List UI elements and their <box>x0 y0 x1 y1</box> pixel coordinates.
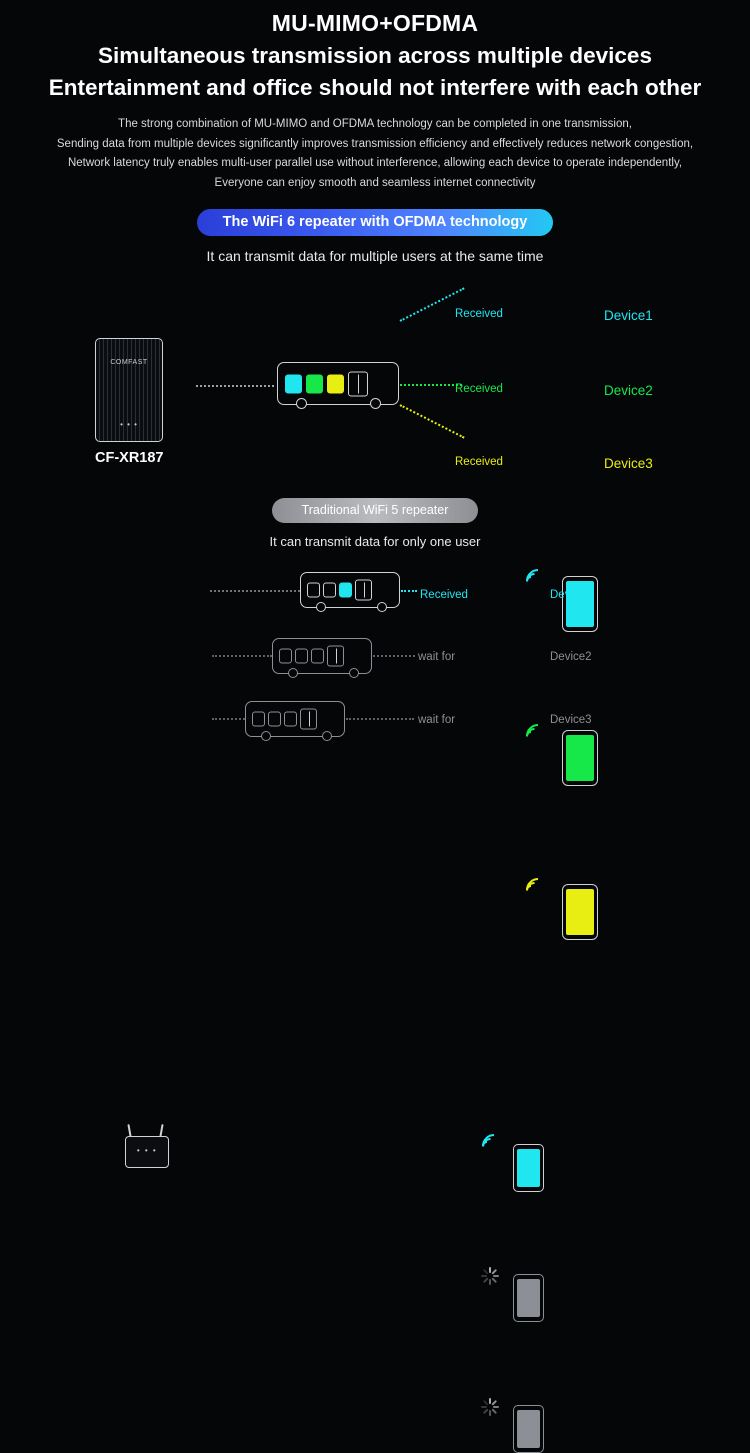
description-line-4: Everyone can enjoy smooth and seamless internet connectivity <box>214 176 536 189</box>
stream-2-device-label: Device2 <box>604 383 653 398</box>
stream-3-phone <box>562 884 598 940</box>
stream-3-status: Received <box>455 456 503 468</box>
legacy-bus-3-outline <box>245 701 345 737</box>
wifi6-caption: It can transmit data for multiple users at the same time <box>206 248 544 264</box>
legacy-repeater-device <box>125 1124 167 1168</box>
wifi5-caption: It can transmit data for only one user <box>269 534 481 549</box>
legacy-row-2-phone-screen <box>517 1279 540 1317</box>
legacy-row-1-phone <box>513 1144 544 1192</box>
legacy-bus-2-wheel-front <box>288 668 298 678</box>
page-subtitle-1: Simultaneous transmission across multiple devices <box>98 43 652 68</box>
legacy-row-1-device-label: Device1 <box>550 589 592 601</box>
repeater-brand-label: COMFAST <box>110 359 148 366</box>
stream-1-device-label: Device1 <box>604 308 653 323</box>
legacy-row-3-out-link <box>346 718 414 720</box>
stream-1-wifi-icon <box>524 567 550 591</box>
bus-slot-green <box>306 374 323 393</box>
legacy-bus-2-door <box>327 646 344 667</box>
page-subtitle-2: Entertainment and office should not interfere with each other <box>48 75 702 100</box>
stream-2-status: Received <box>455 383 503 395</box>
wifi6-banner: The WiFi 6 repeater with OFDMA technology <box>197 209 554 236</box>
legacy-bus-1-door <box>355 580 372 601</box>
legacy-row-3-link <box>212 718 245 720</box>
legacy-row-3-loading-icon <box>480 1397 500 1417</box>
legacy-bus-1 <box>300 572 400 608</box>
legacy-row-2-loading-icon <box>480 1266 500 1286</box>
legacy-bus-1-wheel-rear <box>377 602 387 612</box>
description-paragraph <box>0 115 750 193</box>
stream-3-phone-screen <box>566 889 594 935</box>
bus-slot-cyan <box>285 374 302 393</box>
page-title: MU-MIMO+OFDMA <box>271 10 479 36</box>
bus-wheel-front <box>296 398 307 409</box>
stream-1-status: Received <box>455 308 503 320</box>
legacy-row-3-phone <box>513 1405 544 1453</box>
bus-wheel-rear <box>370 398 381 409</box>
legacy-row-1-link <box>210 590 300 592</box>
legacy-row-1-out-link <box>401 590 417 592</box>
legacy-bus-1-slot-b <box>323 583 336 598</box>
legacy-bus-3-slots <box>252 709 317 730</box>
legacy-row-2-phone <box>513 1274 544 1322</box>
legacy-bus-3 <box>245 701 345 737</box>
legacy-bus-1-slots <box>307 580 372 601</box>
legacy-bus-3-door <box>300 709 317 730</box>
bus-slot-group <box>285 371 368 396</box>
stream-3-line <box>400 404 465 438</box>
wifi5-banner: Traditional WiFi 5 repeater <box>272 498 479 523</box>
legacy-bus-2 <box>272 638 372 674</box>
legacy-bus-3-slot-a <box>252 712 265 727</box>
legacy-row-1-status: Received <box>420 589 468 601</box>
stream-3-wifi-icon <box>524 876 550 900</box>
legacy-bus-1-slot-a <box>307 583 320 598</box>
legacy-bus-1-wheel-front <box>316 602 326 612</box>
legacy-row-3-phone-screen <box>517 1410 540 1448</box>
stream-2-line <box>400 384 462 386</box>
legacy-bus-3-slot-c <box>284 712 297 727</box>
stream-1-phone-screen <box>566 581 594 627</box>
description-line-2: Sending data from multiple devices significantly improves transmission efficiency and effectively reduces network congestion, <box>56 137 694 150</box>
stream-2-wifi-icon <box>524 722 550 746</box>
legacy-bus-3-wheel-front <box>261 731 271 741</box>
legacy-repeater-body <box>125 1136 169 1168</box>
repeater-led-dots: • • • <box>120 420 138 429</box>
legacy-row-2-link <box>212 655 272 657</box>
legacy-bus-2-slot-c <box>311 649 324 664</box>
link-repeater-to-bus <box>196 385 274 387</box>
legacy-bus-2-slot-b <box>295 649 308 664</box>
stream-2-phone-screen <box>566 735 594 781</box>
legacy-bus-2-slot-a <box>279 649 292 664</box>
bus-door <box>348 371 368 396</box>
repeater-model-label: CF-XR187 <box>95 450 164 466</box>
bus-outline <box>277 362 399 405</box>
repeater-body <box>95 338 163 442</box>
wifi5-banner-wrap <box>0 498 750 549</box>
legacy-bus-3-wheel-rear <box>322 731 332 741</box>
description-line-1: The strong combination of MU-MIMO and OFDMA technology can be completed in one transmission, <box>118 118 632 130</box>
bus-slot-yellow <box>327 374 344 393</box>
legacy-row-2-out-link <box>373 655 415 657</box>
legacy-bus-3-slot-b <box>268 712 281 727</box>
legacy-bus-1-outline <box>300 572 400 608</box>
legacy-bus-1-slot-active <box>339 583 352 598</box>
wifi6-banner-wrap <box>0 209 750 236</box>
repeater-device-xr187 <box>95 338 164 466</box>
legacy-row-2-device-label: Device2 <box>550 651 592 663</box>
heading-block <box>0 0 750 103</box>
description-line-3: Network latency truly enables multi-user parallel use without interference, allowing each device to operate independently, <box>67 157 683 169</box>
ofdma-transport-bus <box>277 362 399 405</box>
stream-3-device-label: Device3 <box>604 456 653 471</box>
legacy-row-1-phone-screen <box>517 1149 540 1187</box>
legacy-bus-2-slots <box>279 646 344 667</box>
legacy-row-2-status: wait for <box>418 651 456 663</box>
legacy-row-1-wifi-icon <box>480 1132 506 1156</box>
legacy-bus-2-outline <box>272 638 372 674</box>
stream-1-phone <box>562 576 598 632</box>
legacy-row-3-device-label: Device3 <box>550 714 592 726</box>
legacy-repeater-led-dots: • • • <box>136 1146 158 1155</box>
legacy-bus-2-wheel-rear <box>349 668 359 678</box>
legacy-row-3-status: wait for <box>418 714 456 726</box>
stream-2-phone <box>562 730 598 786</box>
